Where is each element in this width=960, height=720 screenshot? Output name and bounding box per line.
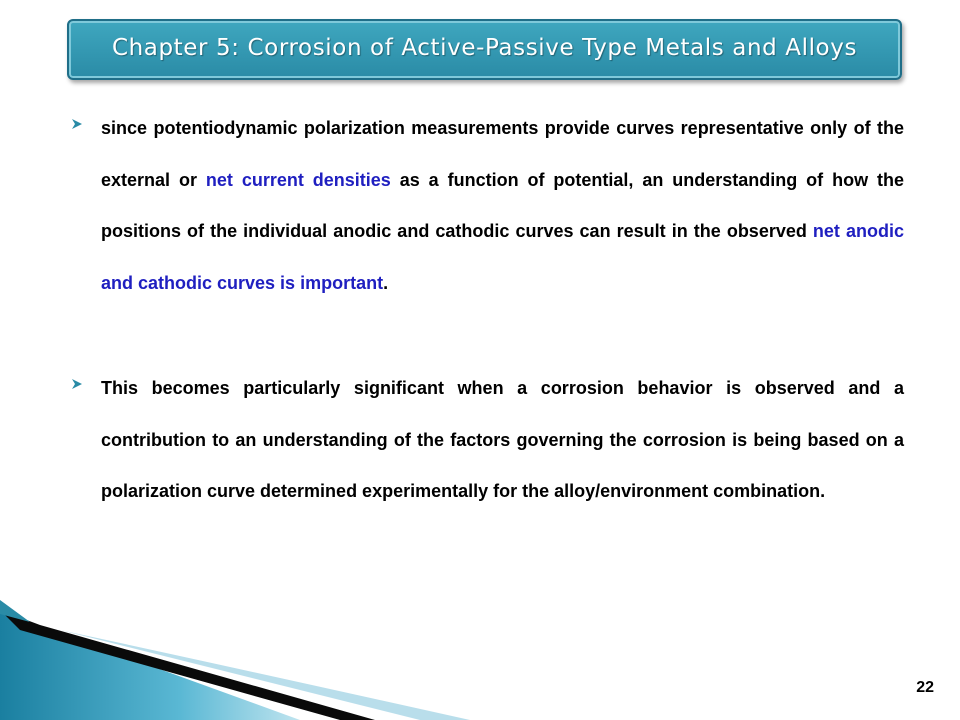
bullet-text-segment: .: [383, 272, 389, 293]
highlighted-phrase: net current densities: [205, 169, 391, 190]
bullet-text-segment: This becomes particularly significant when a corrosion behavior is observed and a contribution to an understanding of the factors governing the corrosion is being based on a polarization curve determined experimentally for the alloy/environment combination.: [101, 378, 904, 501]
title-banner: [67, 19, 902, 80]
bullet-item: [72, 363, 904, 518]
slide-title: Chapter 5: Corrosion of Active-Passive Type Metals and Alloys: [111, 35, 858, 61]
bullet-text-segment: since potentiodynamic polarization measurements provide curves representative only of the external or: [101, 118, 904, 190]
arrow-bullet-icon: [72, 379, 82, 389]
bullet-item: [72, 103, 904, 309]
bullet-text: [101, 363, 904, 518]
bullet-list: [72, 103, 904, 518]
highlighted-phrase: net anodic and cathodic curves is important: [101, 221, 904, 293]
decorative-swoosh: [0, 600, 960, 720]
bullet-text: [101, 103, 904, 309]
arrow-bullet-icon: [72, 119, 82, 129]
page-number: 22: [916, 679, 934, 696]
bullet-text-segment: as a function of potential, an understanding of how the positions of the individual anodic and cathodic curves can result in the observed: [101, 169, 904, 241]
